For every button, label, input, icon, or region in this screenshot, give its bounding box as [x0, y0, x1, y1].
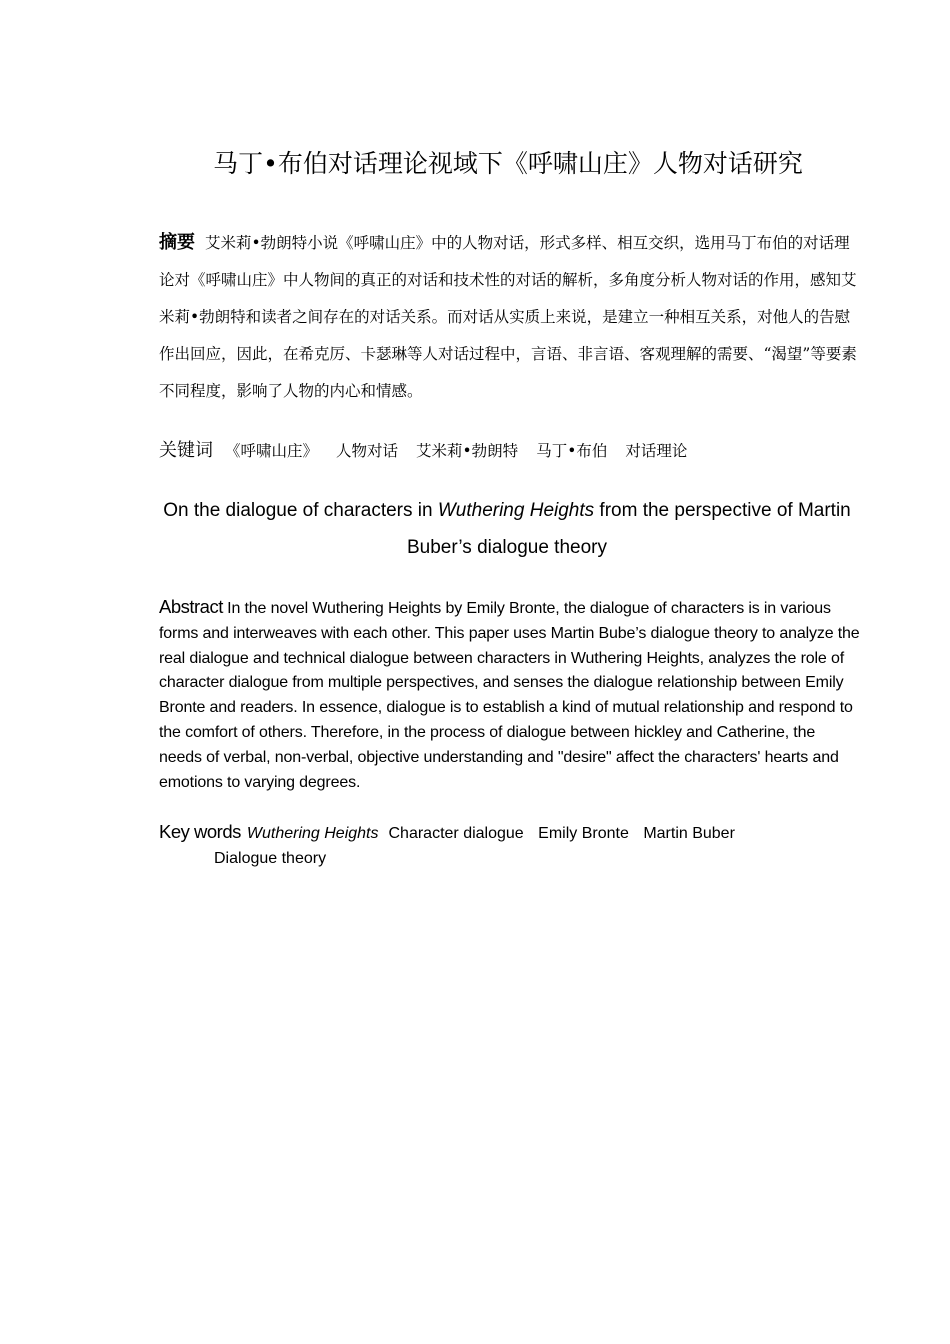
chinese-keyword: 对话理论 — [625, 442, 688, 460]
english-title-italic: Wuthering Heights — [437, 500, 595, 521]
english-abstract-text: In the novel Wuthering Heights by Emily Bronte, the dialogue of characters is in various forms and interweaves with each other. This paper uses Martin Bube’s dialogue theory to analyze the real dialogue and technical dialogue between characters in Wuthering Heights, analyzes the role of character dialogue from multiple perspectives, and senses the dialogue relationship between Emily Bronte and readers. In essence, dialogue is to establish a kind of mutual relationship and respond to the comfort of others. Therefore, in the process of dialogue between hickley and Catherine, the needs of verbal, non-verbal, objective understanding and "desire" affect the characters' hearts and emotions to varying degrees. — [159, 600, 860, 791]
english-title — [150, 492, 864, 566]
chinese-keyword: 艾米莉•勃朗特 — [416, 442, 519, 460]
english-keywords — [159, 820, 861, 871]
chinese-keyword: 《呼啸山庄》 — [225, 442, 319, 460]
english-keyword: Wuthering Heights — [246, 825, 379, 842]
chinese-keyword: 马丁•布伯 — [536, 442, 608, 460]
chinese-abstract-label: 摘要 — [159, 232, 195, 253]
english-abstract — [159, 595, 861, 795]
chinese-abstract-text: 艾米莉•勃朗特小说《呼啸山庄》中的人物对话，形式多样、相互交织，选用马丁布伯的对话理论对《呼啸山庄》中人物间的真正的对话和技术性的对话的解析，多角度分析人物对话的作用，感知艾米莉•勃朗特和读者之间存在的对话关系。而对话从实质上来说，是建立一种相互关系，对他人的告慰作出回应，因此，在希克厉、卡瑟琳等人对话过程中，言语、非言语、客观理解的需要、“渴望”等要素不同程度，影响了人物的内心和情感。 — [159, 234, 857, 400]
english-keyword: Emily Bronte — [538, 825, 629, 842]
english-keywords-label: Key words — [159, 821, 241, 842]
english-keyword: Dialogue theory — [214, 849, 327, 867]
english-keyword: Character dialogue — [388, 825, 524, 842]
english-title-part: On the dialogue of characters in — [163, 500, 438, 521]
chinese-title: 马丁•布伯对话理论视域下《呼啸山庄》人物对话研究 — [213, 149, 803, 178]
english-title-part: from the perspective of Martin Buber’s dialogue theory — [407, 500, 851, 558]
chinese-keywords-label: 关键词 — [159, 440, 213, 461]
english-keyword: Martin Buber — [643, 825, 735, 842]
chinese-keywords — [159, 433, 859, 469]
chinese-abstract — [159, 224, 859, 410]
english-abstract-label: Abstract — [159, 596, 223, 617]
chinese-keyword: 人物对话 — [336, 442, 399, 460]
